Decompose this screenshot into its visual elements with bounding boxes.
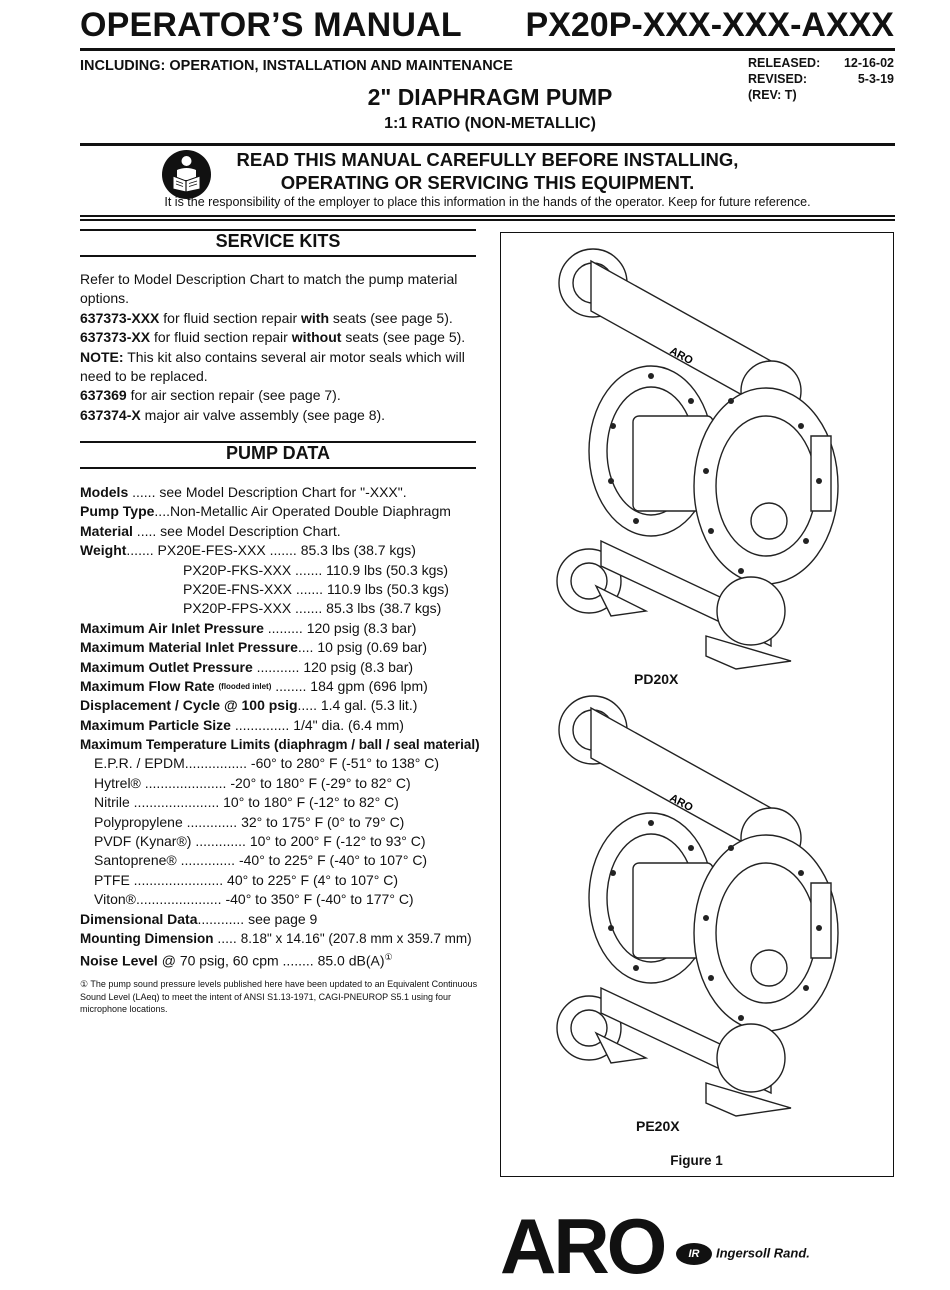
ir-logo-icon: IR bbox=[676, 1243, 712, 1265]
spec-leader: ...................... bbox=[129, 794, 224, 811]
weight-model: PX20E-FES-XXX bbox=[157, 542, 266, 559]
spec-value: 110.9 lbs (50.3 kgs) bbox=[326, 561, 449, 578]
temp-heading-text: Maximum Temperature Limits (diaphragm / ball / seal material) bbox=[80, 737, 480, 753]
spec-row-dimensional bbox=[80, 910, 490, 929]
spec-row-models bbox=[80, 483, 490, 502]
spec-label: Maximum Material Inlet Pressure bbox=[80, 639, 298, 656]
spec-leader: .... bbox=[154, 503, 170, 520]
released-label: RELEASED: bbox=[748, 56, 821, 70]
model-number: PX20P-XXX-XXX-AXXX bbox=[525, 6, 894, 44]
service-kits-intro: Refer to Model Description Chart to match the pump material options. bbox=[80, 271, 458, 307]
warning-top-rule bbox=[80, 143, 895, 146]
kit-emphasis: without bbox=[291, 329, 342, 346]
kit-item bbox=[80, 386, 480, 405]
spec-leader: ................ bbox=[184, 755, 251, 772]
pump-badge: ARO bbox=[667, 345, 695, 368]
spec-label: Maximum Air Inlet Pressure bbox=[80, 619, 264, 636]
spec-leader: .............. bbox=[176, 852, 239, 869]
spec-leader: ........... bbox=[252, 658, 304, 675]
aro-logo: ARO bbox=[500, 1202, 665, 1290]
spec-leader: ...... bbox=[128, 484, 160, 500]
temp-row bbox=[80, 890, 490, 909]
weight-model: PX20P-FPS-XXX bbox=[183, 600, 292, 617]
pump-data-heading: PUMP DATA bbox=[225, 443, 330, 463]
spec-leader: ..... bbox=[132, 522, 161, 539]
spec-value: 85.3 lbs (38.7 kgs) bbox=[300, 542, 416, 559]
warning-text bbox=[210, 148, 765, 194]
spec-label: Weight bbox=[80, 542, 127, 559]
flow-note: (flooded inlet) bbox=[218, 681, 272, 691]
spec-value: 1.4 gal. (5.3 lit.) bbox=[320, 697, 418, 714]
manual-title: OPERATOR’S MANUAL bbox=[80, 6, 462, 44]
spec-row-weight-2 bbox=[80, 561, 490, 580]
spec-label: Maximum Flow Rate bbox=[80, 677, 215, 694]
temp-value: -40° to 350° F (-40° to 177° C) bbox=[225, 891, 414, 908]
temp-material: PVDF (Kynar®) bbox=[94, 833, 192, 850]
spec-row-weight-3 bbox=[80, 580, 490, 599]
temp-material: PTFE bbox=[94, 871, 130, 888]
figure-caption: Figure 1 bbox=[670, 1153, 723, 1168]
temp-value: -40° to 225° F (-40° to 107° C) bbox=[238, 852, 428, 869]
temp-heading bbox=[80, 735, 490, 754]
spec-leader: ............. bbox=[182, 813, 242, 830]
spec-leader: ...................... bbox=[135, 891, 226, 908]
revised-date: 5-3-19 bbox=[857, 72, 894, 86]
spec-row-noise bbox=[80, 948, 490, 970]
pump-illustration-pd20x bbox=[501, 241, 892, 671]
temp-material: Polypropylene bbox=[94, 813, 183, 830]
spec-leader: ....... bbox=[291, 600, 327, 617]
spec-row-material-inlet bbox=[80, 638, 490, 657]
header-rule bbox=[80, 48, 895, 51]
spec-leader: ............ bbox=[197, 910, 249, 927]
spec-leader: ....... bbox=[126, 542, 158, 559]
spec-value: 184 gpm (696 lpm) bbox=[310, 677, 428, 694]
manual-subtitle: INCLUDING: OPERATION, INSTALLATION AND MAINTENANCE bbox=[80, 58, 513, 74]
kit-code: 637373-XXX bbox=[80, 309, 160, 326]
kit-emphasis: with bbox=[301, 309, 330, 326]
kit-item bbox=[80, 328, 480, 347]
temp-value: -20° to 180° F (-29° to 82° C) bbox=[230, 774, 411, 791]
spec-row-air-inlet bbox=[80, 619, 490, 638]
warning-line-2: OPERATING OR SERVICING THIS EQUIPMENT. bbox=[280, 172, 695, 193]
spec-label: Material bbox=[80, 522, 133, 539]
spec-value: 120 psig (8.3 bar) bbox=[306, 619, 417, 636]
temp-value: 32° to 175° F (0° to 79° C) bbox=[241, 813, 405, 830]
spec-value: 120 psig (8.3 bar) bbox=[303, 658, 414, 675]
responsibility-note: It is the responsibility of the employer to place this information in the hands of the operator. Keep for future reference. bbox=[164, 195, 811, 209]
kit-text: for fluid section repair bbox=[159, 309, 302, 326]
spec-leader: ..................... bbox=[140, 774, 231, 791]
note-text: This kit also contains several air motor seals which will need to be replaced. bbox=[80, 348, 465, 385]
spec-label: Noise Level bbox=[80, 953, 158, 970]
warning-bottom-rule-1 bbox=[80, 215, 895, 217]
footnote-mark: ① bbox=[384, 952, 393, 963]
spec-label: Pump Type bbox=[80, 503, 155, 520]
pump-data-table bbox=[80, 483, 490, 968]
temp-row bbox=[80, 793, 490, 812]
spec-leader: ..... bbox=[297, 697, 321, 714]
temp-material: Nitrile bbox=[94, 794, 130, 811]
figure-label-pe20x: PE20X bbox=[636, 1118, 680, 1134]
temp-value: -60° to 280° F (-51° to 138° C) bbox=[250, 755, 440, 772]
temp-row bbox=[80, 871, 490, 890]
temp-value: 10° to 180° F (-12° to 82° C) bbox=[223, 794, 399, 811]
temp-row bbox=[80, 851, 490, 870]
spec-value: Non-Metallic Air Operated Double Diaphragm bbox=[169, 503, 451, 520]
spec-row-outlet bbox=[80, 658, 490, 677]
kit-text: seats (see page 5). bbox=[341, 329, 466, 346]
warning-bottom-rule-2 bbox=[80, 219, 895, 221]
read-manual-icon bbox=[162, 150, 211, 199]
revised-label: REVISED: bbox=[748, 72, 808, 86]
spec-row-type bbox=[80, 502, 490, 521]
spec-label: Models bbox=[80, 484, 129, 500]
spec-leader: ....... bbox=[291, 580, 327, 597]
spec-row-material bbox=[80, 522, 490, 541]
spec-leader: .............. bbox=[230, 716, 294, 733]
temp-material: Santoprene® bbox=[94, 852, 177, 869]
spec-leader: ............. bbox=[191, 833, 250, 850]
weight-model: PX20E-FNS-XXX bbox=[183, 580, 292, 597]
spec-row-mounting bbox=[80, 929, 490, 948]
spec-row-weight bbox=[80, 541, 490, 560]
temp-row bbox=[80, 813, 490, 832]
spec-row-weight-4 bbox=[80, 599, 490, 618]
kit-note bbox=[80, 348, 480, 387]
spec-value: see Model Description Chart. bbox=[160, 522, 341, 539]
spec-leader: ..... bbox=[213, 929, 241, 946]
spec-leader: ....................... bbox=[129, 871, 228, 888]
temp-material: Viton® bbox=[94, 891, 136, 908]
kit-text: major air valve assembly (see page 8). bbox=[140, 406, 386, 423]
temp-row bbox=[80, 832, 490, 851]
figure-label-pd20x: PD20X bbox=[634, 671, 679, 687]
pump-badge: ARO bbox=[667, 792, 695, 815]
spec-value: 85.0 dB(A) bbox=[317, 953, 385, 970]
service-kits-bottom-rule bbox=[80, 255, 476, 257]
kit-code: 637369 bbox=[80, 387, 127, 404]
spec-leader: ....... bbox=[291, 561, 327, 578]
spec-value: 8.18" x 14.16" (207.8 mm x 359.7 mm) bbox=[240, 930, 472, 946]
spec-leader: ......... bbox=[263, 619, 307, 636]
kit-text: seats (see page 5). bbox=[329, 309, 453, 326]
kit-code: 637374-X bbox=[80, 406, 141, 423]
spec-value: 110.9 lbs (50.3 kgs) bbox=[326, 580, 449, 597]
temp-material: E.P.R. / EPDM bbox=[94, 755, 185, 772]
service-kits-list bbox=[80, 270, 480, 425]
spec-label: Maximum Outlet Pressure bbox=[80, 658, 253, 675]
spec-label: Mounting Dimension bbox=[80, 930, 214, 946]
spec-value: see Model Description Chart for "-XXX". bbox=[159, 484, 407, 500]
spec-row-flow bbox=[80, 677, 490, 696]
release-info bbox=[748, 55, 894, 103]
temp-value: 40° to 225° F (4° to 107° C) bbox=[227, 871, 399, 888]
figure-box bbox=[500, 232, 894, 1177]
noise-footnote: ① The pump sound pressure levels published here have been updated to an Equivalent Continuous Sound Level (LAeq) to meet the intent of ANSI S1.13-1971, CAGI-PNEUROP S5.1 using four microphone locations. bbox=[80, 979, 478, 1014]
temp-value: 10° to 200° F (-12° to 93° C) bbox=[249, 833, 426, 850]
pump-title: 2" DIAPHRAGM PUMP bbox=[367, 84, 613, 110]
service-kits-heading: SERVICE KITS bbox=[215, 231, 341, 251]
pump-data-bottom-rule bbox=[80, 467, 476, 469]
released-date: 12-16-02 bbox=[843, 56, 894, 70]
revision: (REV: T) bbox=[748, 88, 797, 102]
temp-material: Hytrel® bbox=[94, 774, 141, 791]
warning-line-1: READ THIS MANUAL CAREFULLY BEFORE INSTALLING, bbox=[236, 149, 739, 170]
spec-leader: ........ bbox=[271, 677, 311, 694]
kit-code: 637373-XX bbox=[80, 329, 151, 346]
spec-label: Displacement / Cycle @ 100 psig bbox=[80, 697, 298, 714]
pump-ratio: 1:1 RATIO (NON-METALLIC) bbox=[384, 115, 596, 132]
spec-label: Dimensional Data bbox=[80, 910, 198, 927]
kit-item bbox=[80, 309, 480, 328]
spec-label: Maximum Particle Size bbox=[80, 716, 231, 733]
spec-value: 10 psig (0.69 bar) bbox=[317, 639, 428, 656]
kit-text: for fluid section repair bbox=[150, 329, 292, 346]
noise-condition: @ 70 psig, 60 cpm ........ bbox=[157, 953, 318, 970]
ingersoll-rand-logo bbox=[676, 1243, 810, 1265]
weight-model: PX20P-FKS-XXX bbox=[183, 561, 292, 578]
kit-item bbox=[80, 406, 480, 425]
spec-row-displacement bbox=[80, 696, 490, 715]
spec-value: 85.3 lbs (38.7 kgs) bbox=[326, 600, 442, 617]
note-label: NOTE: bbox=[80, 348, 124, 365]
ingersoll-rand-text: Ingersoll Rand. bbox=[716, 1245, 810, 1261]
temp-row bbox=[80, 754, 490, 773]
spec-value: 1/4" dia. (6.4 mm) bbox=[293, 716, 404, 733]
spec-value: see page 9 bbox=[248, 910, 318, 927]
pump-illustration-pe20x bbox=[501, 688, 892, 1118]
spec-leader: ....... bbox=[265, 542, 301, 559]
spec-row-particle bbox=[80, 716, 490, 735]
temp-row bbox=[80, 774, 490, 793]
kit-text: for air section repair (see page 7). bbox=[126, 387, 341, 404]
spec-leader: .... bbox=[297, 639, 318, 656]
